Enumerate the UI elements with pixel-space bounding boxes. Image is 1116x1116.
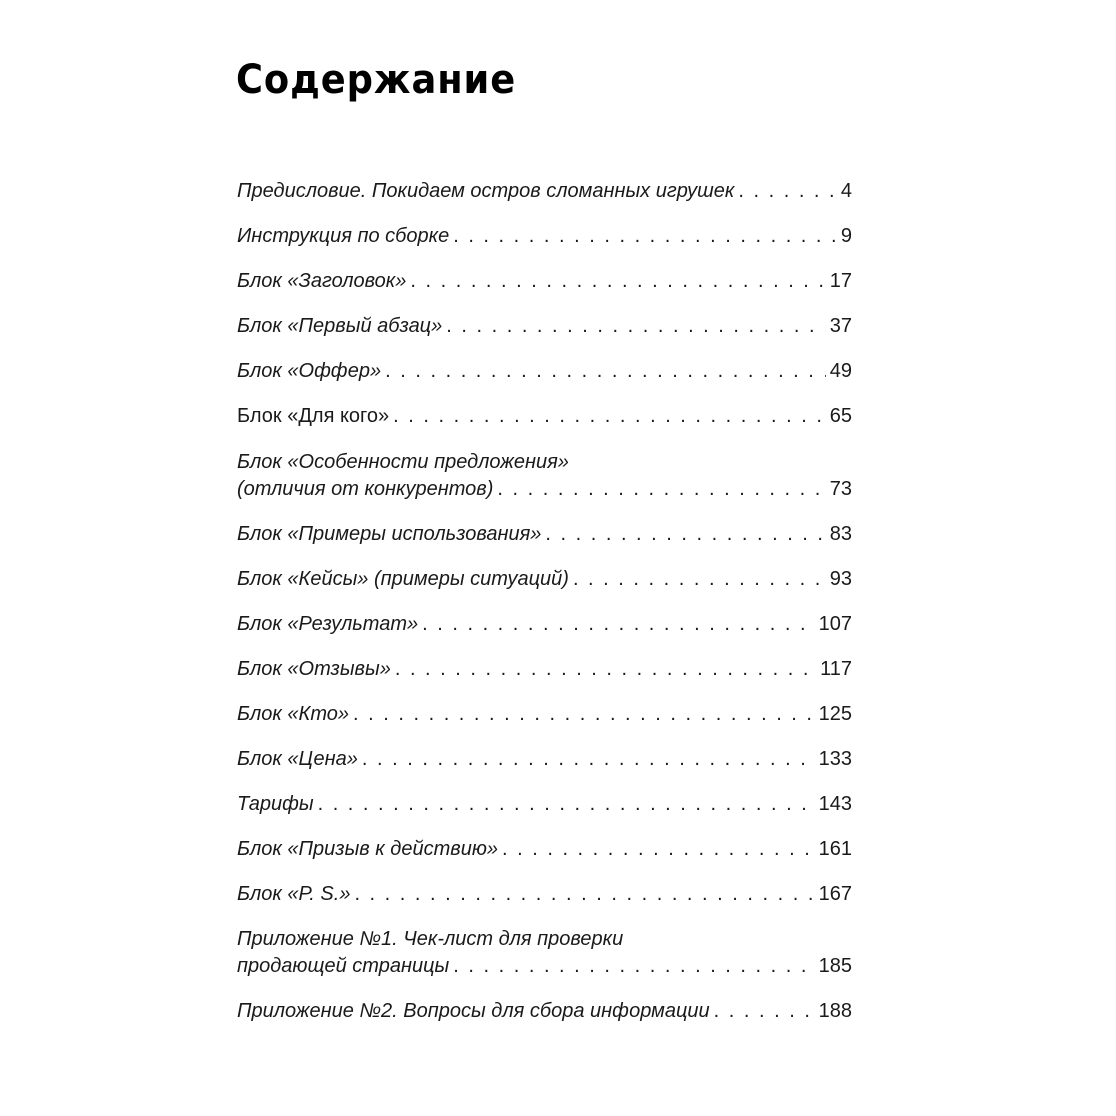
toc-entry-title: Предисловие. Покидаем остров сломанных игрушек — [237, 180, 735, 202]
toc-page-number: 185 — [818, 955, 852, 977]
toc-page-number: 133 — [818, 748, 852, 770]
toc-entry-title: Приложение №2. Вопросы для сбора информации — [237, 1000, 710, 1022]
toc-entry-title: Блок «Кто» — [237, 703, 350, 725]
toc-entry — [237, 791, 852, 818]
toc-entry-title: Блок «Цена» — [237, 748, 358, 770]
toc-dot-leader — [453, 223, 837, 250]
toc-dot-leader — [410, 268, 825, 295]
toc-entry-title: Блок «Примеры использования» — [237, 523, 542, 545]
toc-entry — [237, 881, 852, 908]
toc-page-number: 107 — [818, 613, 852, 635]
toc-entry — [237, 313, 852, 340]
toc-line — [237, 223, 852, 250]
toc-line — [237, 358, 852, 385]
toc-entry-title: продающей страницы — [237, 955, 450, 977]
toc-entry — [237, 836, 852, 863]
toc-dot-leader — [385, 358, 826, 385]
toc-line — [237, 403, 852, 430]
toc-line — [237, 178, 852, 205]
toc-entry — [237, 403, 852, 430]
toc-dot-leader — [395, 656, 816, 683]
toc-line — [237, 836, 852, 863]
toc-entry-title: Блок «Отзывы» — [237, 658, 391, 680]
toc-line — [237, 701, 852, 728]
toc-dot-leader — [738, 178, 837, 205]
toc-page-number: 4 — [840, 180, 852, 202]
toc-entry-title: Блок «Кейсы» (примеры ситуаций) — [237, 568, 569, 590]
toc-entry — [237, 223, 852, 250]
toc-page-number: 161 — [818, 838, 852, 860]
toc-page-number: 49 — [829, 360, 852, 382]
toc-entry — [237, 746, 852, 773]
toc-dot-leader — [446, 313, 826, 340]
toc-page-number: 143 — [818, 793, 852, 815]
table-of-contents — [237, 178, 852, 1025]
toc-entry-title: Блок «Оффер» — [237, 360, 382, 382]
toc-entry — [237, 701, 852, 728]
toc-entry — [237, 998, 852, 1025]
toc-entry — [237, 268, 852, 295]
toc-page-number: 65 — [829, 405, 852, 427]
toc-entry-title: (отличия от конкурентов) — [237, 478, 494, 500]
toc-entry-title: Блок «Первый абзац» — [237, 315, 443, 337]
toc-page-number: 125 — [818, 703, 852, 725]
toc-entry-title: Блок «Особенности предложения» — [237, 451, 569, 473]
toc-dot-leader — [318, 791, 815, 818]
toc-dot-leader — [497, 476, 825, 503]
toc-page-number: 93 — [829, 568, 852, 590]
toc-page-number: 188 — [818, 1000, 852, 1022]
toc-entry — [237, 566, 852, 593]
toc-line — [237, 998, 852, 1025]
toc-page-number: 167 — [818, 883, 852, 905]
toc-entry-title: Блок «Заголовок» — [237, 270, 407, 292]
toc-page-number: 83 — [829, 523, 852, 545]
toc-entry — [237, 926, 852, 980]
toc-entry — [237, 521, 852, 548]
toc-entry — [237, 656, 852, 683]
toc-entry-title: Приложение №1. Чек-лист для проверки — [237, 928, 624, 950]
toc-page-number: 73 — [829, 478, 852, 500]
toc-entry-title: Блок «Для кого» — [237, 405, 390, 427]
toc-line — [237, 611, 852, 638]
toc-dot-leader — [393, 403, 826, 430]
toc-line — [237, 449, 852, 476]
toc-page-number: 17 — [829, 270, 852, 292]
page-title: Содержание — [236, 57, 517, 103]
toc-dot-leader — [353, 701, 815, 728]
toc-dot-leader — [354, 881, 814, 908]
toc-dot-leader — [545, 521, 825, 548]
toc-dot-leader — [502, 836, 815, 863]
toc-line — [237, 566, 852, 593]
toc-entry — [237, 358, 852, 385]
toc-dot-leader — [573, 566, 826, 593]
toc-line — [237, 926, 852, 953]
toc-dot-leader — [453, 953, 814, 980]
toc-line — [237, 881, 852, 908]
toc-dot-leader — [422, 611, 815, 638]
toc-entry-title: Инструкция по сборке — [237, 225, 450, 247]
toc-dot-leader — [362, 746, 815, 773]
toc-page-number: 37 — [829, 315, 852, 337]
toc-line — [237, 268, 852, 295]
toc-entry — [237, 449, 852, 503]
toc-line — [237, 791, 852, 818]
toc-line — [237, 313, 852, 340]
toc-line — [237, 521, 852, 548]
toc-line — [237, 953, 852, 980]
toc-entry-title: Блок «Призыв к действию» — [237, 838, 498, 860]
toc-entry — [237, 611, 852, 638]
toc-entry-title: Блок «P. S.» — [237, 883, 351, 905]
toc-entry-title: Блок «Результат» — [237, 613, 419, 635]
toc-entry-title: Тарифы — [237, 793, 314, 815]
toc-page-number: 117 — [820, 658, 852, 680]
toc-line — [237, 476, 852, 503]
toc-page-number: 9 — [840, 225, 852, 247]
toc-entry — [237, 178, 852, 205]
toc-line — [237, 656, 852, 683]
toc-dot-leader — [714, 998, 815, 1025]
toc-line — [237, 746, 852, 773]
